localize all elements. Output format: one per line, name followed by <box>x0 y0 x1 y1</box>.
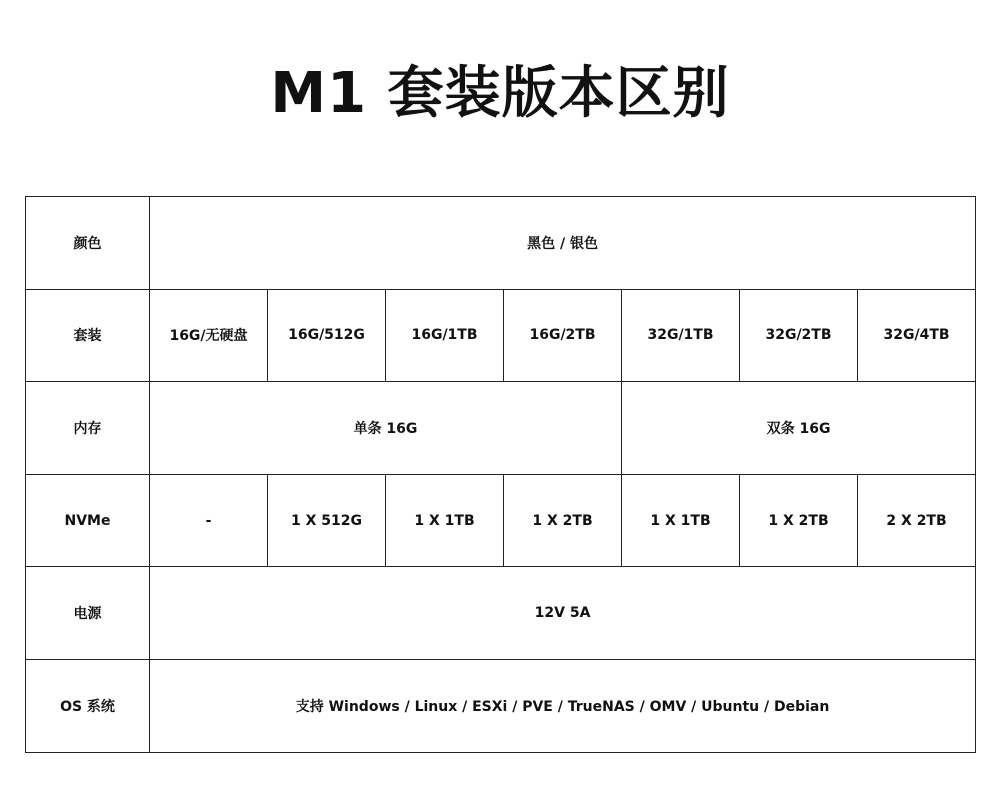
cell-kit: 16G/2TB <box>504 289 622 382</box>
cell-kit: 32G/4TB <box>858 289 976 382</box>
row-memory <box>26 382 976 475</box>
row-label-os: OS 系统 <box>26 659 150 752</box>
cell-color-value: 黑色 / 银色 <box>150 197 976 290</box>
cell-kit: 16G/512G <box>268 289 386 382</box>
row-label-power: 电源 <box>26 567 150 660</box>
cell-kit: 16G/无硬盘 <box>150 289 268 382</box>
row-label-kit: 套装 <box>26 289 150 382</box>
cell-nvme: 1 X 1TB <box>386 474 504 567</box>
row-nvme <box>26 474 976 567</box>
row-power <box>26 567 976 660</box>
cell-kit: 32G/1TB <box>622 289 740 382</box>
cell-nvme: - <box>150 474 268 567</box>
cell-nvme: 1 X 2TB <box>740 474 858 567</box>
row-label-color: 颜色 <box>26 197 150 290</box>
page-title: M1 套装版本区别 <box>270 61 730 126</box>
cell-nvme: 1 X 1TB <box>622 474 740 567</box>
spec-comparison-table <box>25 196 976 753</box>
row-label-nvme: NVMe <box>26 474 150 567</box>
cell-memory: 单条 16G <box>150 382 622 475</box>
cell-memory: 双条 16G <box>622 382 976 475</box>
cell-kit: 16G/1TB <box>386 289 504 382</box>
cell-nvme: 1 X 2TB <box>504 474 622 567</box>
row-os <box>26 659 976 752</box>
cell-nvme: 2 X 2TB <box>858 474 976 567</box>
row-kit <box>26 289 976 382</box>
cell-os-value: 支持 Windows / Linux / ESXi / PVE / TrueNAS / OMV / Ubuntu / Debian <box>150 659 976 752</box>
cell-kit: 32G/2TB <box>740 289 858 382</box>
row-label-memory: 内存 <box>26 382 150 475</box>
row-color <box>26 197 976 290</box>
cell-nvme: 1 X 512G <box>268 474 386 567</box>
cell-power-value: 12V 5A <box>150 567 976 660</box>
